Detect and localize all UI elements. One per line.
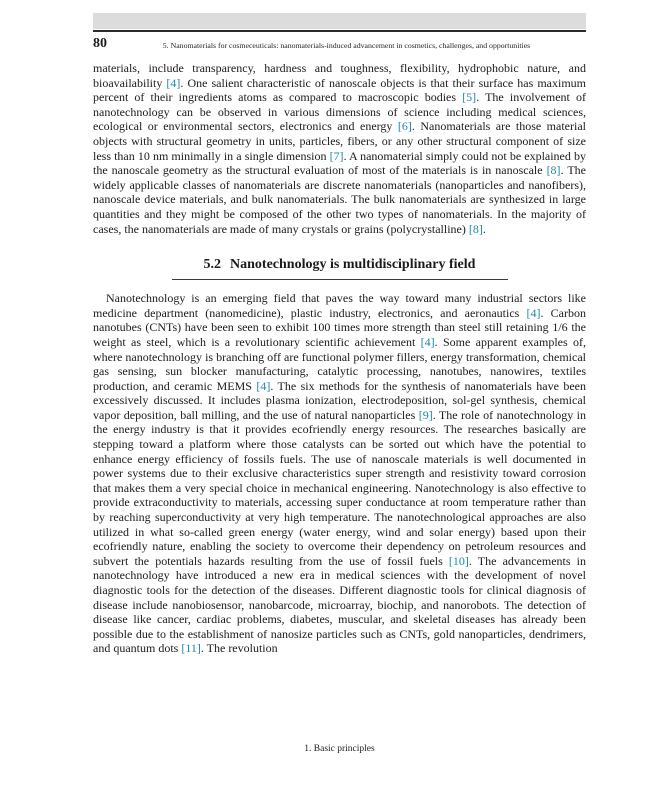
citation-link[interactable]: [11] (181, 641, 201, 656)
page-number: 80 (93, 36, 107, 51)
section-title: Nanotechnology is multidisciplinary field (230, 257, 476, 273)
header-band (93, 13, 586, 29)
section-heading (204, 257, 476, 272)
citation-link[interactable]: [8] (546, 163, 561, 178)
body-paragraph: materials, include transparency, hardness and toughness, flexibility, hydrophobic nature, and bioavailability [4]. One salient characteristic of nanoscale objects is that their surface has maximum percent of their ingredients atoms as compared to macroscopic bodies [5]. The involvement of nanotechnology can be observed in various dimensions of science including medical sciences, ecological or environmental sectors, electronics and energy [6]. Nanomaterials are those material objects with structural geometry in units, particles, fibers, or any other structural component of size less than 10 nm minimally in a single dimension [7]. A nanomaterial simply could not be explained by the nanoscale geometry as the structural evaluation of most of the materials is in nanoscale [8]. The widely applicable classes of nanomaterials are discrete nanomaterials (nanoparticles and nanofibers), nanoscale device materials, and bulk nanomaterials. The bulk nanomaterials are synthesized in large quantities and they might be composed of the other two types of nanomaterials. In the majority of cases, the nanomaterials are made of many crystals or grains (polycrystalline) [8]. (93, 61, 586, 236)
section-heading-block (172, 257, 508, 280)
running-header-title: 5. Nanomaterials for cosmeceuticals: nanomaterials-induced advancement in cosmetics, challenges, and opportunities (162, 41, 531, 50)
footer-part-title: 1. Basic principles (304, 744, 375, 754)
citation-link[interactable]: [7] (329, 148, 344, 163)
citation-link[interactable]: [4] (166, 75, 181, 90)
header-rule (93, 30, 586, 32)
citation-link[interactable]: [4] (420, 334, 435, 349)
page-header (93, 36, 586, 56)
citation-link[interactable]: [4] (256, 378, 271, 393)
body-paragraph: Nanotechnology is an emerging field that paves the way toward many industrial sectors like medicine department (nanomedicine), plastic industry, electronics, and aeronautics [4]. Carbon nanotubes (CNTs) have been seen to exhibit 100 times more strength than steel still retaining 1/6 the weight as steel, which is a revolutionary scientific achievement [4]. Some apparent examples of, where nanotechnology is branching off are functional polymer fillers, energy transformation, chemical gas sensing, sun blocker manufacturing, catalytic processing, nanotubes, nanowires, textiles production, and ceramic MEMS [4]. The six methods for the synthesis of nanomaterials have been excessively discussed. It includes plasma ionization, electrodeposition, sol-gel synthesis, chemical vapor deposition, ball milling, and the use of natural nanoparticles [9]. The role of nanotechnology in the energy industry is that it provides ecofriendly energy resources. The researches basically are stepping toward a platform where those catalysts can be sorted out which have the potential to enhance energy efficiency of fossils fuels. The use of nanoscale materials is well documented in power systems due to their exclusive characteristics super strength and resistivity toward corrosion that makes them a very special choice in mechanical engineering. Nanotechnology is also effective to provide extraconductivity to materials, accessing super conductance at room temperature rather than by reaching superconductivity at very high temperature. The nanotechnological approaches are also utilized in what so-called green energy (water energy, wind and solar energy) based upon their ecofriendly nature, enabling the society to overcome their dependency on petroleum resources and subvert the potentials hazards resulting from the use of fossil fuels [10]. The advancements in nanotechnology have introduced a new era in medical sciences with the development of novel diagnostic tools for the detection of the diseases. Different diagnostic tools for clinical diagnosis of disease include nanobiosensor, nanobarcode, microarray, biochip, and nanorobots. The detection of disease like cancer, cardiac problems, diabetes, muscular, and skeletal diseases has already been possible due to the establishment of nanosize particles such as CNTs, gold nanoparticles, dendrimers, and quantum dots [11]. The revolution (93, 291, 587, 656)
citation-link[interactable]: [4] (526, 305, 541, 320)
citation-link[interactable]: [6] (397, 119, 412, 134)
section-number: 5.2 (203, 257, 222, 273)
page-body (93, 61, 586, 656)
citation-link[interactable]: [5] (462, 90, 477, 105)
citation-link[interactable]: [8] (468, 221, 483, 236)
citation-link[interactable]: [10] (448, 553, 469, 568)
citation-link[interactable]: [9] (418, 407, 433, 422)
